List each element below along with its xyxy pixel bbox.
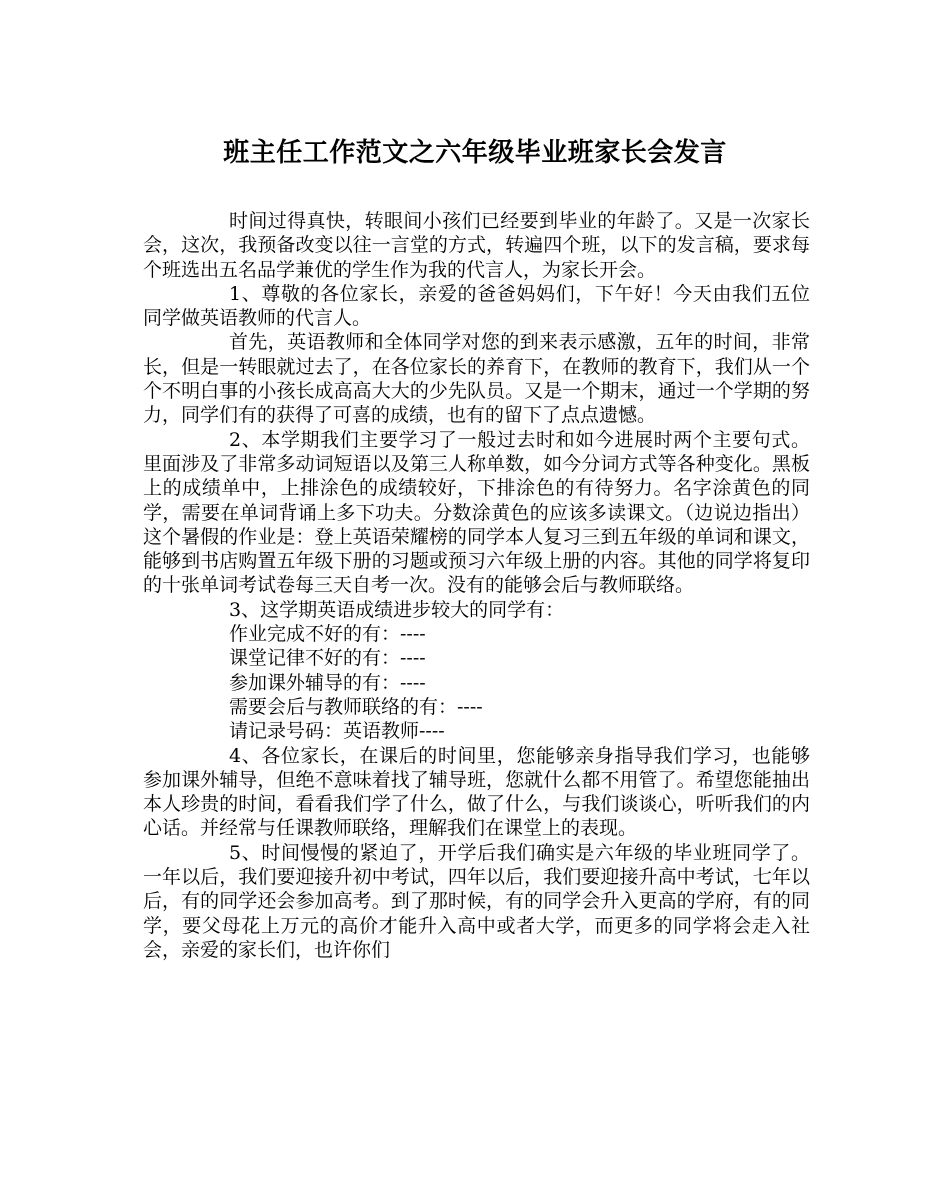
list-item-contact-teacher: 需要会后与教师联络的有：---- bbox=[229, 695, 483, 718]
list-item-phone-number: 请记录号码：英语教师---- bbox=[229, 720, 445, 743]
document-body bbox=[143, 209, 810, 962]
list-item-tutoring: 参加课外辅导的有：---- bbox=[229, 671, 426, 694]
paragraph-intro: 时间过得真快，转眼间小孩们已经要到毕业的年龄了。又是一次家长会，这次，我预备改变以往一言堂的方式，转遍四个班，以下的发言稿，要求每个班选出五名品学兼优的学生作为我的代言人，为家长开会。 bbox=[143, 210, 810, 281]
paragraph-2-study: 2、本学期我们主要学习了一般过去时和如今进展时两个主要句式。里面涉及了非常多动词短语以及第三人称单数，如今分词方式等各种变化。黑板上的成绩单中，上排涂色的成绩较好，下排涂色的有待努力。名字涂黄色的同学，需要在单词背诵上多下功夫。分数涂黄色的应该多读课文。（边说边指出）这个暑假的作业是：登上英语荣耀榜的同学本人复习三到五年级的单词和课文，能够到书店购置五年级下册的习题或预习六年级上册的内容。其他的同学将复印的十张单词考试卷每三天自考一次。没有的能够会后与教师联络。 bbox=[143, 428, 810, 597]
paragraph-thanks: 首先，英语教师和全体同学对您的到来表示感激，五年的时间，非常长，但是一转眼就过去了，在各位家长的养育下，在教师的教育下，我们从一个个不明白事的小孩长成高高大大的少先队员。又是一个期末，通过一个学期的努力，同学们有的获得了可喜的成绩，也有的留下了点点遗憾。 bbox=[143, 331, 810, 427]
paragraph-3-progress: 3、这学期英语成绩进步较大的同学有： bbox=[229, 598, 565, 621]
document-title: 班主任工作范文之六年级毕业班家长会发言 bbox=[223, 138, 727, 168]
paragraph-5-future: 5、时间慢慢的紧迫了，开学后我们确实是六年级的毕业班同学了。一年以后，我们要迎接升初中考试，四年以后，我们要迎接升高中考试，七年以后，有的同学还会参加高考。到了那时候，有的同学会升入更高的学府，有的同学，要父母花上万元的高价才能升入高中或者大学，而更多的同学将会走入社会，亲爱的家长们，也许你们 bbox=[143, 841, 810, 961]
list-item-discipline: 课堂记律不好的有：---- bbox=[229, 647, 426, 670]
list-item-homework: 作业完成不好的有：---- bbox=[229, 623, 426, 646]
paragraph-4-parents: 4、各位家长，在课后的时间里，您能够亲身指导我们学习，也能够参加课外辅导，但绝不意味着找了辅导班，您就什么都不用管了。希望您能抽出本人珍贵的时间，看看我们学了什么，做了什么，与我们谈谈心，听听我们的内心话。并经常与任课教师联络，理解我们在课堂上的表现。 bbox=[143, 744, 810, 840]
paragraph-1-greeting: 1、尊敬的各位家长，亲爱的爸爸妈妈们，下午好！今天由我们五位同学做英语教师的代言人。 bbox=[143, 282, 810, 330]
